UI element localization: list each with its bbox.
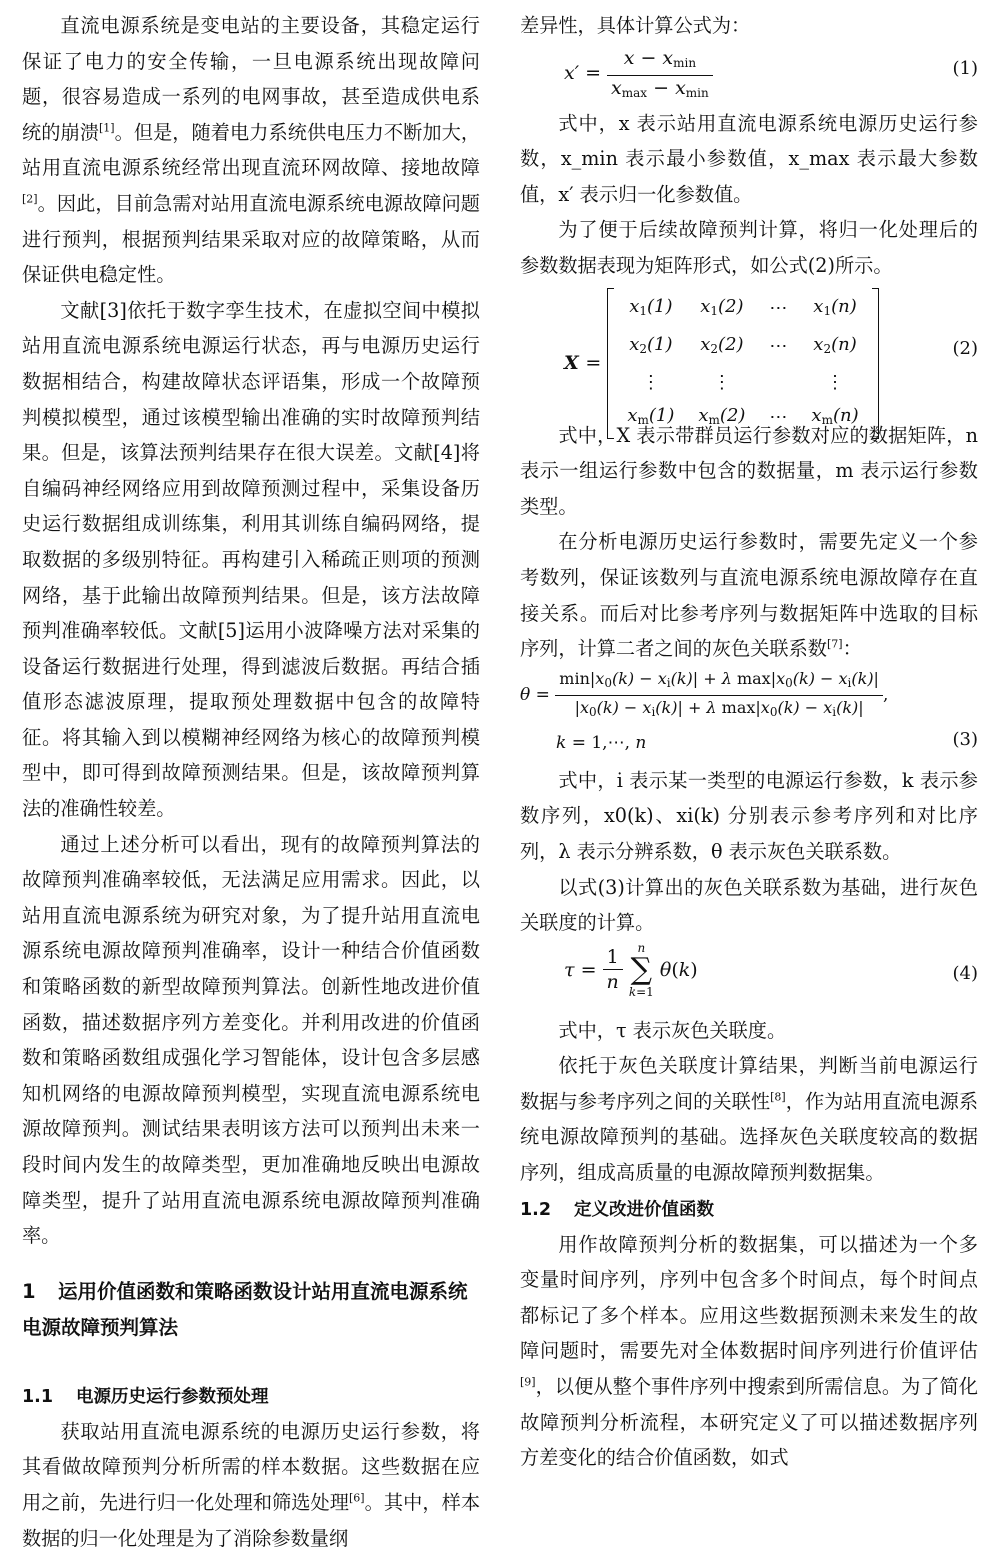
right-column bbox=[520, 8, 978, 1476]
intro-paragraph-1: 直流电源系统是变电站的主要设备，其稳定运行保证了电力的安全传输，一旦电源系统出现故障问题，很容易造成一系列的电网事故，甚至造成供电系统的崩溃[1]。但是，随着电力系统供电压力不断加大，站用直流电源系统经常出现直流环网故障、接地故障[2]。因此，目前急需对站用直流电源系统电源故障问题进行预判，根据预判结果采取对应的故障策略，从而保证供电稳定性。 bbox=[22, 14, 481, 287]
subsection-heading-1-2: 1.2 定义改进价值函数 bbox=[520, 1199, 714, 1220]
relation-result-paragraph: 依托于灰色关联度计算结果，判断当前电源运行数据与参考序列之间的关联性[8]，作为站用直流电源系统电源故障预判的基础。选择灰色关联度较高的数据序列，组成高质量的电源故障预判数据集。 bbox=[520, 1054, 979, 1185]
subsection-heading-1-1: 1.1 电源历史运行参数预处理 bbox=[22, 1386, 269, 1407]
equation-number: (2) bbox=[952, 337, 978, 359]
citation: [2] bbox=[22, 192, 38, 206]
equation-2: X = $x_1(1)$ $x_1(2)$ ⋯ $x_1(n)$ $x_2(1)$ $x_2(2)$ ⋯ $x_2(n)$ ⋮ ⋮ ⋮ $x_m(1)$ $x_m(2)$ ⋯ $x_m(n)$ (2) bbox=[520, 288, 978, 418]
equation-4: τ = $\frac{1}{n}$ n ∑ k=1 θ(k) (4) bbox=[564, 940, 978, 999]
grey-relation-paragraph: 在分析电源历史运行参数时，需要先定义一个参考数列，保证该数列与直流电源系统电源故障存在直接关系。而后对比参考序列与数据矩阵中选取的目标序列，计算二者之间的灰色关联系数[7]： bbox=[520, 530, 978, 661]
citation: [7] bbox=[827, 637, 843, 651]
equation-number: (4) bbox=[952, 962, 978, 984]
equation-3: θ = $\frac{\min|x_0(k) - x_i(k)| + \lambda \max|x_0(k) - x_i(k)|}{|x_0(k) - x_i(k)| + \lambda \max|x_0(k) - x_i(k)|}$ , k = 1,⋯, n (3) bbox=[520, 668, 978, 753]
citation: [6] bbox=[349, 1491, 365, 1505]
citation: [1] bbox=[98, 121, 115, 135]
citation: [8] bbox=[770, 1090, 786, 1104]
equation-number: (3) bbox=[952, 728, 978, 750]
section-1-2-paragraph: 用作故障预判分析的数据集，可以描述为一个多变量时间序列，序列中包含多个时间点，每个时间点都标记了多个样本。应用这些数据预测未来发生的故障问题时，需要先对全体数据时间序列进行价值评估[9]，以便从整个事件序列中搜索到所需信息。为了简化故障预判分析流程，本研究定义了可以描述数据序列方差变化的结合价值函数，如式 bbox=[520, 1232, 978, 1470]
equation-4-explanation: 式中，τ 表示灰色关联度。 bbox=[558, 1018, 787, 1042]
equation-1: x′ = $\frac{x - x_{min}}{x_{max} - x_{min}}$ (1) bbox=[564, 46, 978, 100]
equation-number: (1) bbox=[952, 57, 978, 79]
matrix-intro-paragraph: 为了便于后续故障预判计算，将归一化处理后的参数数据表现为矩阵形式，如公式(2)所示。 bbox=[520, 218, 978, 277]
section-heading-1: 1 运用价值函数和策略函数设计站用直流电源系统电源故障预判算法 bbox=[22, 1279, 468, 1339]
intro-paragraph-2: 文献[3]依托于数字孪生技术，在虚拟空间中模拟站用直流电源系统电源运行状态，再与电源历史运行数据相结合，构建故障状态评语集，形成一个故障预判模拟模型，通过该模型输出准确的实时故障预判结果。但是，该算法预判结果存在很大误差。文献[4]将自编码神经网络应用到故障预测过程中，采集设备历史运行数据组成训练集，利用其训练自编码网络，提取数据的多级别特征。再构建引入稀疏正则项的预测网络，基于此输出故障预判结果。但是，该方法故障预判准确率较低。文献[5]运用小波降噪方法对采集的设备运行数据进行处理，得到滤波后数据。再结合插值形态滤波原理，提取预处理数据中包含的故障特征。将其输入到以模糊神经网络为核心的故障预判模型中，即可得到故障预测结果。但是，该故障预判算法的准确性较差。 bbox=[22, 298, 480, 821]
equation-2-explanation: 式中，X 表示带群员运行参数对应的数据矩阵，n 表示一组运行参数中包含的数据量，m 表示运行参数类型。 bbox=[520, 423, 978, 518]
intro-paragraph-3: 通过上述分析可以看出，现有的故障预判算法的故障预判准确率较低，无法满足应用需求。因此，以站用直流电源系统为研究对象，为了提升站用直流电源系统电源故障预判准确率，设计一种结合价值函数和策略函数的新型故障预判算法。创新性地改进价值函数，描述数据序列方差变化。并利用改进的价值函数和策略函数组成强化学习智能体，设计包含多层感知机网络的电源故障预判模型，实现直流电源系统电源故障预判。测试结果表明该方法可以预判出未来一段时间内发生的故障类型，更加准确地反映出电源故障类型，提升了站用直流电源系统电源故障预判准确率。 bbox=[22, 832, 480, 1248]
data-matrix: $x_1(1)$ $x_1(2)$ ⋯ $x_1(n)$ $x_2(1)$ $x_2(2)$ ⋯ $x_2(n)$ ⋮ ⋮ ⋮ $x_m(1)$ $x_m(2)$ ⋯ $x_m(n)$ bbox=[607, 288, 878, 439]
equation-1-explanation: 式中，x 表示站用直流电源系统电源历史运行参数，x_min 表示最小参数值，x_max 表示最大参数值，x′ 表示归一化参数值。 bbox=[520, 111, 978, 206]
section-1-1-paragraph: 获取站用直流电源系统的电源历史运行参数，将其看做故障预判分析所需的样本数据。这些数据在应用之前，先进行归一化处理和筛选处理[6]。其中，样本数据的归一化处理是为了消除参数量纲 bbox=[22, 1419, 481, 1550]
grey-degree-paragraph: 以式(3)计算出的灰色关联系数为基础，进行灰色关联度的计算。 bbox=[520, 875, 978, 935]
citation: [9] bbox=[520, 1375, 536, 1389]
equation-3-explanation: 式中，i 表示某一类型的电源运行参数，k 表示参数序列，x0(k)、xi(k) 分别表示参考序列和对比序列，λ 表示分辨系数，θ 表示灰色关联系数。 bbox=[520, 768, 978, 863]
left-column bbox=[22, 8, 480, 1556]
continued-paragraph: 差异性，具体计算公式为： bbox=[520, 14, 751, 37]
